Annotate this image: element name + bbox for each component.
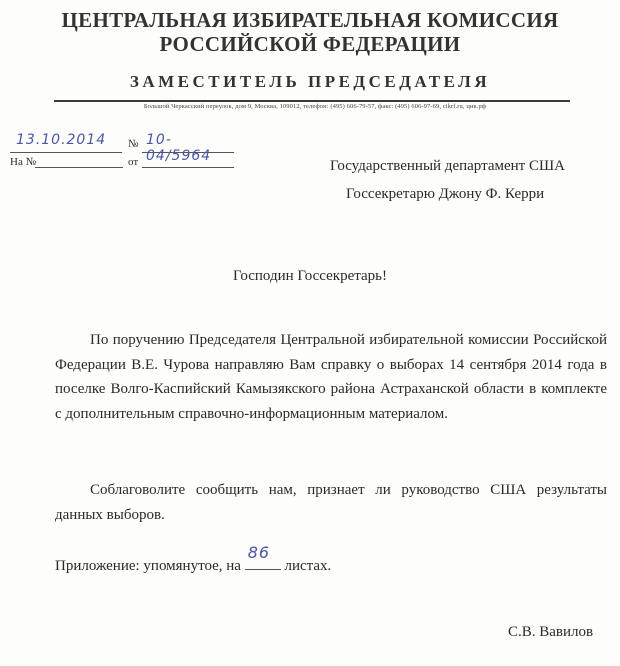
body-paragraph-2: Соблаговолите сообщить нам, признает ли руководство США результаты данных выборов. (55, 482, 607, 523)
letterhead-address: Большой Черкасский переулок, дом 9, Москва, 109012, телефон: (495) 606-79-57, факс: (495) 606-97-69, cikrf.ru, цик.рф (143, 103, 487, 110)
reply-to-label: На № (10, 156, 37, 168)
recipient-line2: Госсекретарю Джону Ф. Керри (346, 186, 545, 202)
appendix-line (55, 543, 332, 575)
appendix-pages-field (245, 543, 281, 570)
registration-number-field (142, 132, 234, 164)
recipient-line1: Государственный департамент США (330, 158, 565, 174)
reply-to-blank (35, 167, 123, 168)
reply-from-label: от (128, 156, 139, 168)
registration-number-handwritten: 10-04/5964 (146, 132, 212, 164)
appendix-prefix: Приложение: упомянутое, на (55, 558, 241, 574)
appendix-pages-handwritten: 86 (247, 543, 271, 562)
letterhead-org-line1: ЦЕНТРАЛЬНАЯ ИЗБИРАТЕЛЬНАЯ КОМИССИЯ (61, 8, 559, 32)
salutation: Господин Госсекретарь! (233, 268, 387, 284)
signature-name: С.В. Вавилов (508, 624, 594, 640)
reply-from-blank (142, 167, 234, 168)
body-paragraph-1: По поручению Председателя Центральной избирательной комиссии Российской Федерации В.Е. Чурова направляю Вам справку о выборах 14 сентября 2014 года в поселке Волго-Каспийский Камызякского района Астраханской области в комплекте с дополнительным справочно-информационным материалом. (55, 332, 607, 422)
registration-date-field (10, 132, 122, 153)
letterhead-divider (54, 100, 570, 102)
appendix-suffix: листах. (284, 558, 332, 574)
registration-date-handwritten: 13.10.2014 (16, 132, 107, 148)
registration-number-label: № (128, 138, 139, 150)
letterhead-org-line2: РОССИЙСКОЙ ФЕДЕРАЦИИ (159, 32, 461, 56)
letterhead-position: ЗАМЕСТИТЕЛЬ ПРЕДСЕДАТЕЛЯ (129, 72, 491, 91)
